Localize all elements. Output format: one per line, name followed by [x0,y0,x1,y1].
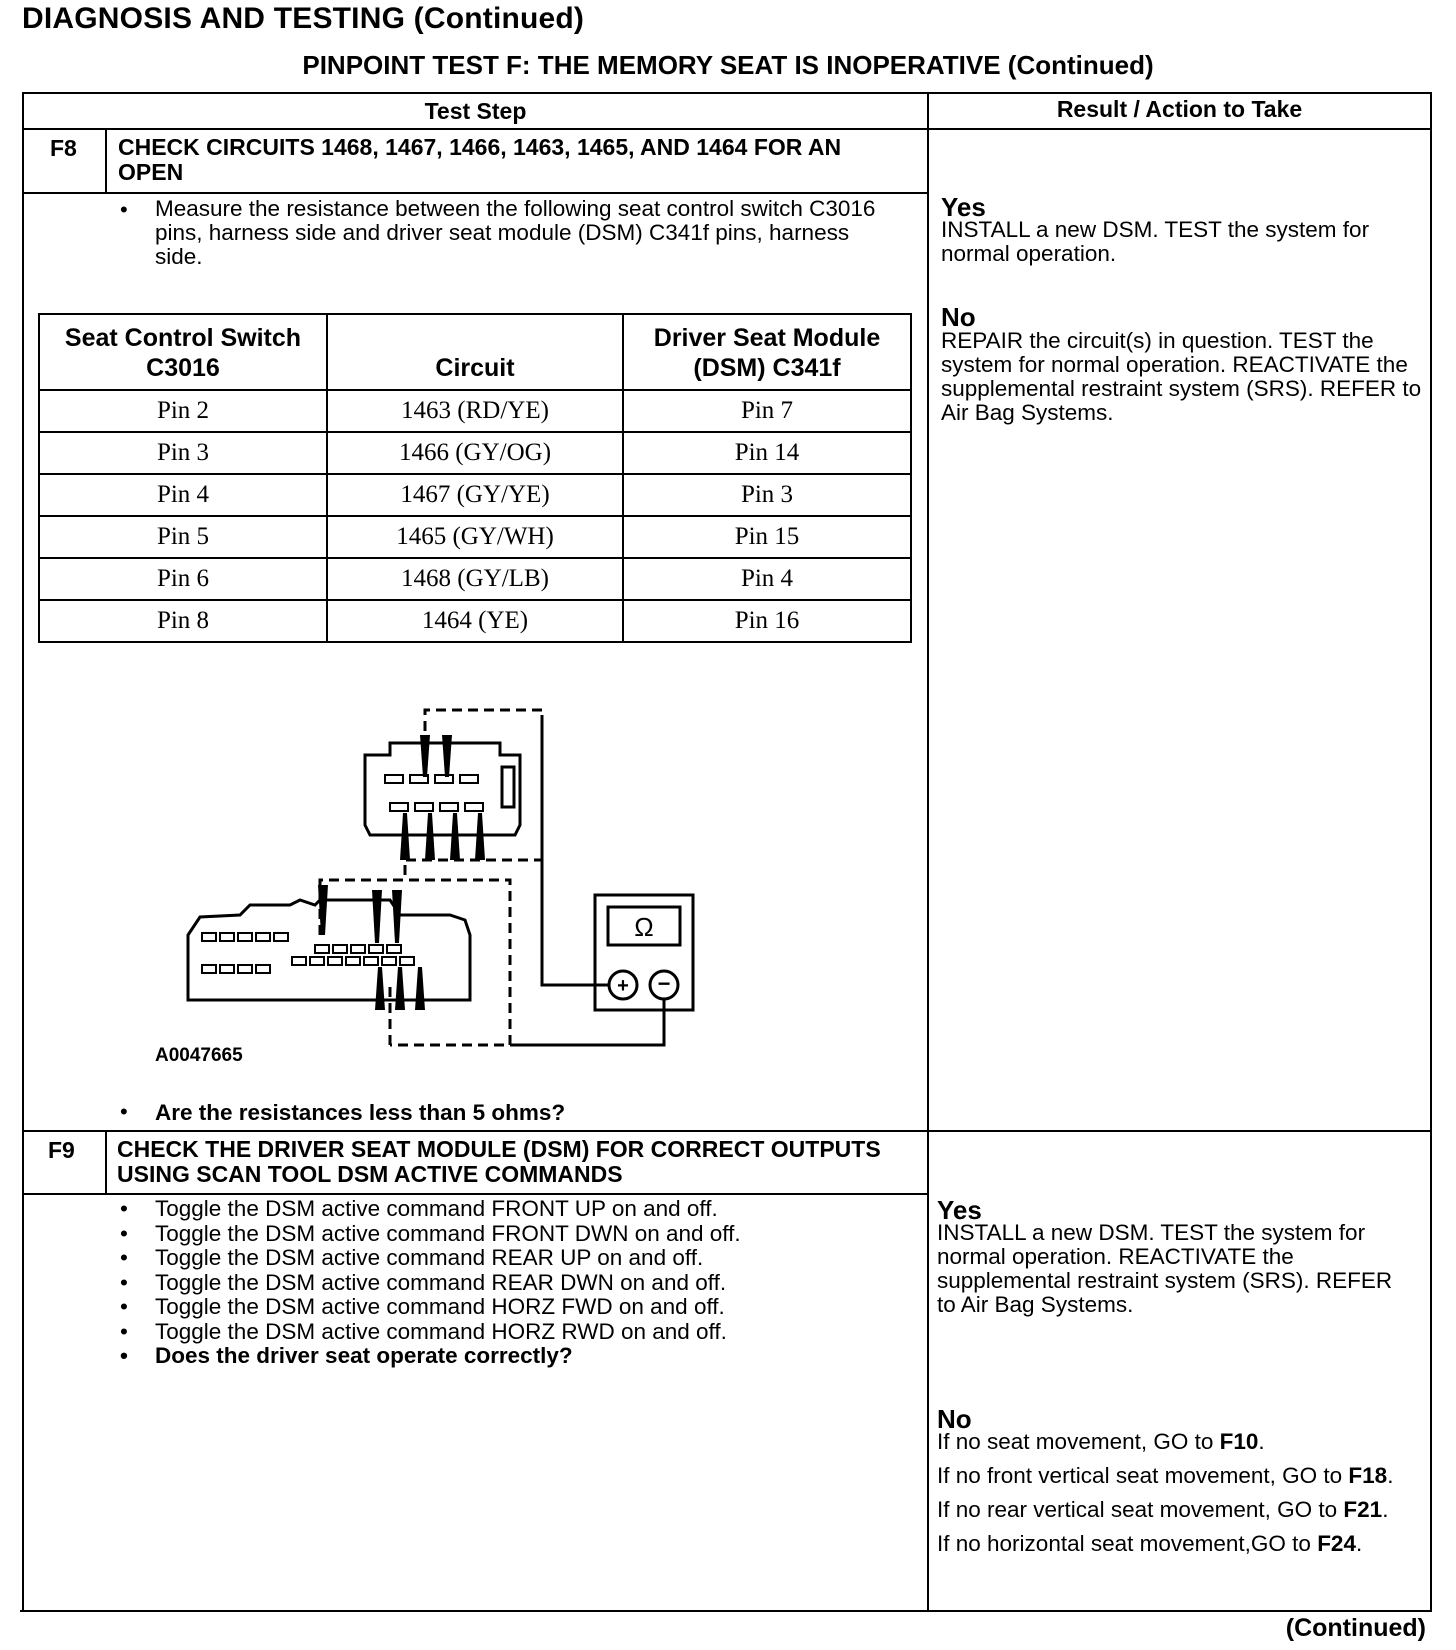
bullet: • [120,1099,128,1124]
pin-cell: Pin 8 [39,600,327,642]
list-item: • Toggle the DSM active command FRONT DWN on and off. [120,1220,741,1246]
connector-diagram [180,695,700,1055]
f8-question: Are the resistances less than 5 ohms? [155,1100,566,1125]
step-id-f8: F8 [50,135,77,161]
circuit-cell: 1464 (YE) [327,600,623,642]
list-item: • Toggle the DSM active command REAR UP on and off. [120,1245,704,1270]
test-step-header: Test Step [424,98,527,124]
step-title-f9: CHECK THE DRIVER SEAT MODULE (DSM) FOR CORRECT OUTPUTS USING SCAN TOOL DSM ACTIVE COMMANDS [117,1136,881,1187]
list-item: If no front vertical seat movement, GO to F18. [937,1463,1394,1488]
f8-yes-text: INSTALL a new DSM. TEST the system for normal operation. [941,217,1370,266]
circuit-cell: 1468 (GY/LB) [327,558,623,600]
minus-terminal-icon: − [657,971,671,996]
pin-cell: Pin 3 [623,474,911,516]
f9-question: • Does the driver seat operate correctly? [120,1343,573,1368]
page-title: DIAGNOSIS AND TESTING (Continued) [22,2,585,35]
pin-cell: Pin 15 [623,516,911,558]
table-row [39,600,911,642]
table-row [39,516,911,558]
table-row [39,390,911,432]
step-title-f8: CHECK CIRCUITS 1468, 1467, 1466, 1463, 1465, AND 1464 FOR AN OPEN [118,134,842,185]
pin-cell: Pin 4 [39,474,327,516]
pin-cell: Pin 4 [623,558,911,600]
pin-cell: Pin 6 [39,558,327,600]
list-item: If no rear vertical seat movement, GO to F21. [937,1497,1389,1522]
table-row [39,558,911,600]
step-id-f9: F9 [48,1137,75,1163]
pin-header-switch: Seat Control Switch C3016 [39,314,327,390]
list-item: If no seat movement, GO to F10. [937,1429,1265,1454]
f8-instruction: Measure the resistance between the following seat control switch C3016 pins, harness side and driver seat module (DSM) C341f pins, harness side. [155,196,876,269]
continued-note: (Continued) [1285,1614,1426,1642]
f8-no-label: No [941,302,976,332]
pinpoint-test-title: PINPOINT TEST F: THE MEMORY SEAT IS INOPERATIVE (Continued) [302,50,1154,80]
list-item: If no horizontal seat movement,GO to F24. [937,1531,1363,1556]
pin-cell: Pin 16 [623,600,911,642]
f9-yes-text: INSTALL a new DSM. TEST the system for normal operation. REACTIVATE the supplemental restraint system (SRS). REFER to Air Bag Systems. [937,1220,1393,1317]
table-row [39,432,911,474]
plus-terminal-icon: + [617,975,629,997]
circuit-cell: 1466 (GY/OG) [327,432,623,474]
pin-cell: Pin 7 [623,390,911,432]
list-item: • Toggle the DSM active command REAR DWN on and off. [120,1269,727,1295]
bullet: • [120,197,128,222]
list-item: • Toggle the DSM active command FRONT UP on and off. [120,1196,718,1221]
list-item: • Toggle the DSM active command HORZ FWD on and off. [120,1294,725,1319]
circuit-cell: 1467 (GY/YE) [327,474,623,516]
circuit-cell: 1463 (RD/YE) [327,390,623,432]
pin-cell: Pin 2 [39,390,327,432]
pin-cell: Pin 14 [623,432,911,474]
figure-id: A0047665 [155,1045,243,1066]
pin-header-circuit: Circuit [327,314,623,390]
result-header: Result / Action to Take [1056,96,1303,122]
f8-no-text: REPAIR the circuit(s) in question. TEST the system for normal operation. REACTIVATE the supplemental restraint system (SRS). REFER to Air Bag Systems. [941,328,1422,425]
pin-header-dsm: Driver Seat Module (DSM) C341f [623,314,911,390]
table-row [39,474,911,516]
ohm-symbol: Ω [634,912,654,942]
list-item: • Toggle the DSM active command HORZ RWD on and off. [120,1318,727,1344]
f9-no-label: No [937,1404,972,1434]
f9-step-list [120,1197,741,1369]
f9-yes-label: Yes [937,1195,982,1225]
pin-table [38,313,912,643]
f8-yes-label: Yes [941,192,986,222]
pin-cell: Pin 3 [39,432,327,474]
pin-cell: Pin 5 [39,516,327,558]
circuit-cell: 1465 (GY/WH) [327,516,623,558]
f9-no-list [937,1430,1427,1556]
